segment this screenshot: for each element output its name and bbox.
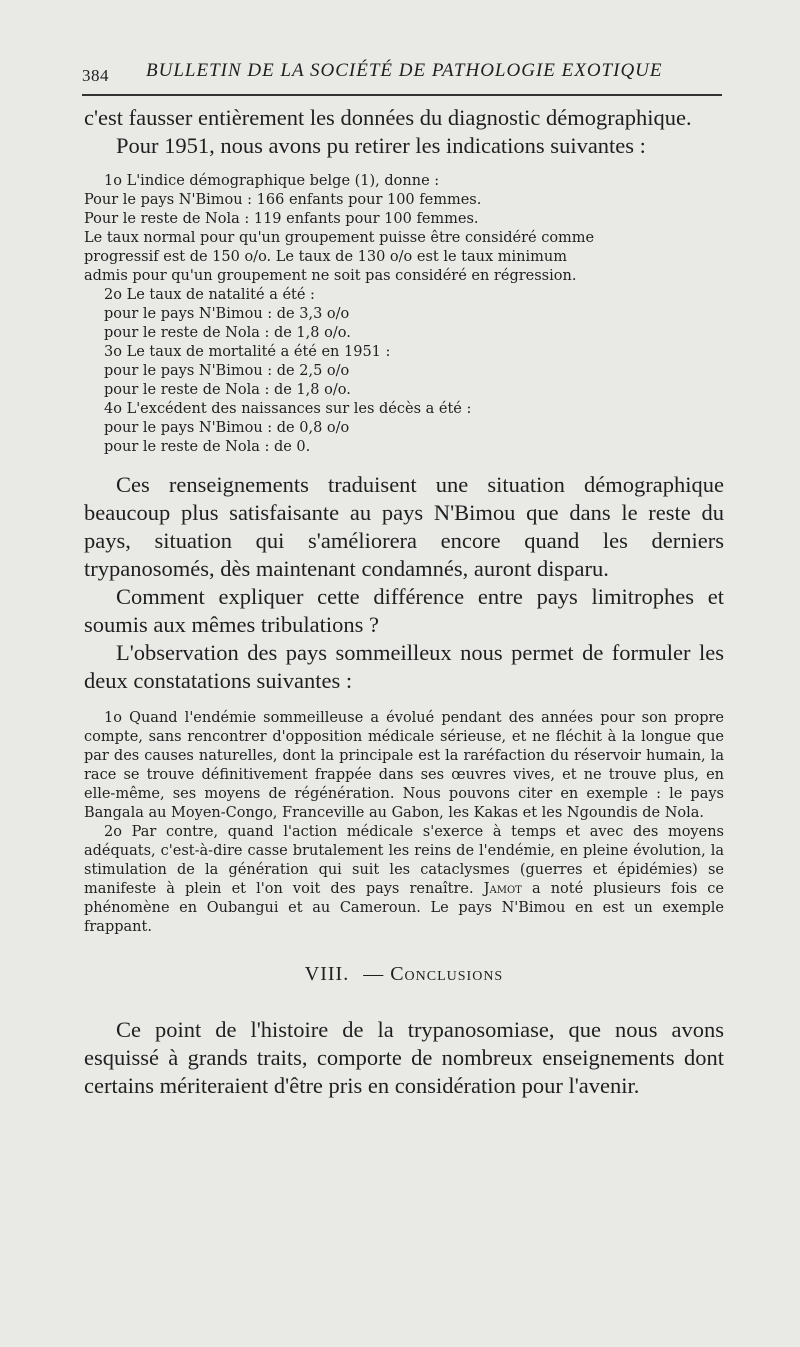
- discussion-paragraph: Ces renseignements traduisent une situation démographique beaucoup plus satisfaisante au pays N'Bimou que dans le reste du pays, situation qui s'améliorera encore quand les derniers trypanosomés, dès maintenant condamnés, auront disparu.: [84, 472, 724, 581]
- observation-second: [84, 823, 724, 937]
- indication-line: 2o Le taux de natalité a été :: [104, 287, 315, 303]
- indication-line: pour le pays N'Bimou : de 3,3 o/o: [104, 306, 350, 322]
- indication-line: Le taux normal pour qu'un groupement puisse être considéré comme: [84, 230, 595, 246]
- discussion-block: [84, 471, 724, 695]
- indication-line: 3o Le taux de mortalité a été en 1951 :: [104, 344, 391, 360]
- discussion-paragraph: L'observation des pays sommeilleux nous permet de formuler les deux constatations suivantes :: [84, 640, 724, 693]
- observations-block: [84, 709, 724, 937]
- observation-second-text: a noté plusieurs fois ce phénomène en Oubangui et au Cameroun. Le pays N'Bimou en est un exemple frappant.: [84, 881, 725, 935]
- page-header: [82, 58, 682, 88]
- indications-list: [84, 172, 724, 457]
- discussion-paragraph: Comment expliquer cette différence entre pays limitrophes et soumis aux mêmes tribulations ?: [84, 584, 724, 637]
- indication-line: Pour le reste de Nola : 119 enfants pour 100 femmes.: [84, 211, 479, 227]
- indication-line: pour le pays N'Bimou : de 0,8 o/o: [104, 420, 350, 436]
- author-name: Jamot: [483, 881, 522, 897]
- page-number: 384: [82, 66, 109, 85]
- indication-line: progressif est de 150 o/o. Le taux de 130 o/o est le taux minimum: [84, 249, 567, 265]
- continuation-paragraph: c'est fausser entièrement les données du diagnostic démographique.: [84, 105, 692, 130]
- indication-line: pour le reste de Nola : de 1,8 o/o.: [104, 325, 351, 341]
- observation-second-text: 2o Par contre, quand l'action médicale s'exerce à temps et avec des moyens adéquats, c'est-à-dire casse brutalement les reins de l'endémie, en pleine évolution, la stimulation de la génération qui suit les cataclysmes (guerres et épidémies) se manifeste à plein et l'on voit des pays renaître.: [84, 824, 724, 897]
- indication-line: 1o L'indice démographique belge (1), donne :: [104, 173, 440, 189]
- indication-line: 4o L'excédent des naissances sur les décès a été :: [104, 401, 472, 417]
- indication-line: pour le reste de Nola : de 0.: [104, 439, 311, 455]
- section-dash: —: [363, 963, 385, 985]
- intro-sentence: Pour 1951, nous avons pu retirer les indications suivantes :: [116, 133, 646, 158]
- indication-line: admis pour qu'un groupement ne soit pas considéré en régression.: [84, 268, 577, 284]
- observation-first: 1o Quand l'endémie sommeilleuse a évolué pendant des années pour son propre compte, sans rencontrer d'opposition médicale sérieuse, et ne fléchit à la longue que par des causes naturelles, dont la principale est la raréfaction du réservoir humain, la race se trouve définitivement frappée dans ses œuvres vives, et ne trouve plus, en elle-même, ses moyens de régénération. Nous pouvons citer en exemple : le pays Bangala au Moyen-Congo, Franceville au Gabon, les Kakas et les Ngoundis de Nola.: [84, 710, 724, 821]
- conclusion-paragraph: Ce point de l'histoire de la trypanosomiase, que nous avons esquissé à grands traits, comporte de nombreux enseignements dont certains mériteraient d'être pris en considération pour l'avenir.: [84, 1017, 724, 1098]
- header-rule: [82, 94, 722, 96]
- page-body: [84, 104, 724, 1100]
- indication-line: pour le reste de Nola : de 1,8 o/o.: [104, 382, 351, 398]
- indication-line: pour le pays N'Bimou : de 2,5 o/o: [104, 363, 350, 379]
- section-title: Conclusions: [390, 963, 504, 985]
- section-numeral: VIII.: [304, 963, 350, 985]
- indication-line: Pour le pays N'Bimou : 166 enfants pour 100 femmes.: [84, 192, 482, 208]
- section-heading: [84, 963, 724, 986]
- running-head: BULLETIN DE LA SOCIÉTÉ DE PATHOLOGIE EXOTIQUE: [146, 60, 663, 81]
